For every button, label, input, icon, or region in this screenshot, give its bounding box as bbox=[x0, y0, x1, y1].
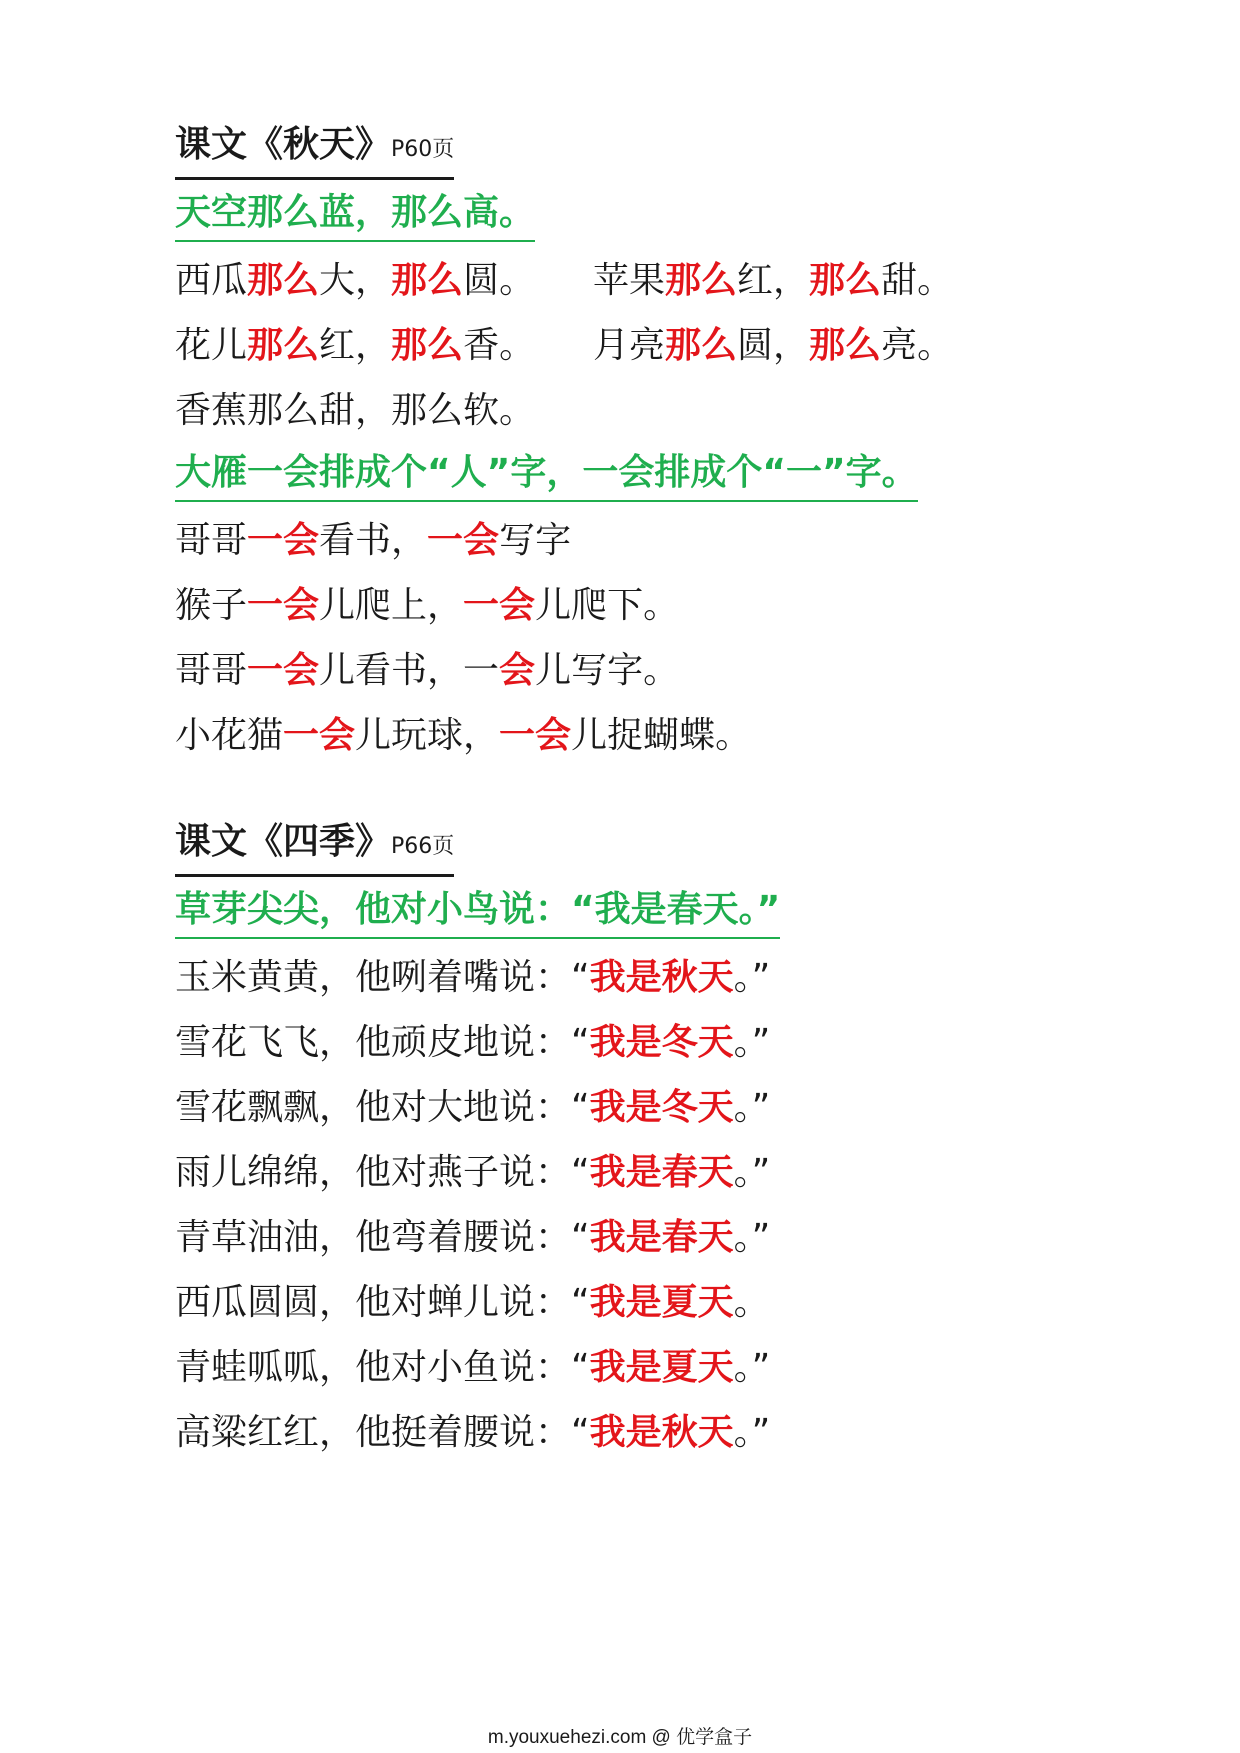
sentence-text: 香蕉那么甜，那么软。 bbox=[175, 390, 536, 431]
example-sentence bbox=[175, 1075, 780, 1140]
highlight-text: 一会 bbox=[427, 520, 500, 561]
sentence-text: 儿捉蝴蝶。 bbox=[571, 715, 752, 756]
highlight-text: 一会 bbox=[247, 585, 320, 626]
highlight-text: 那么 bbox=[665, 260, 738, 301]
sentence-text: 哥哥 bbox=[175, 650, 248, 691]
sentence-text: 儿爬下。 bbox=[535, 585, 680, 626]
sentence-text: 。” bbox=[733, 1412, 771, 1453]
highlight-text: 那么 bbox=[247, 325, 320, 366]
highlight-text: 一会 bbox=[247, 650, 320, 691]
example-sentence bbox=[175, 508, 918, 573]
sentence-text: 圆。 bbox=[463, 260, 536, 301]
example-sentence bbox=[175, 1010, 780, 1075]
example-sentence bbox=[175, 1335, 780, 1400]
sentence-text: 。” bbox=[733, 1217, 771, 1258]
sentence-text: 。” bbox=[733, 1152, 771, 1193]
sentence-text: 大， bbox=[319, 260, 392, 301]
example-sentence-row bbox=[175, 313, 954, 378]
highlight-text: 一会 bbox=[247, 520, 320, 561]
section-four-seasons bbox=[175, 815, 780, 1465]
sentence-text: 。” bbox=[733, 1022, 771, 1063]
sentence-text: 雪花飘飘，他对大地说：“ bbox=[175, 1087, 590, 1128]
pattern-sentence bbox=[175, 880, 780, 945]
sentence-text: 月亮 bbox=[593, 325, 666, 366]
sentence-text: 甜。 bbox=[881, 260, 954, 301]
footer-watermark: m.youxuehezi.com @ 优学盒子 bbox=[487, 1727, 753, 1748]
example-sentence bbox=[593, 313, 953, 378]
highlight-text: 那么 bbox=[391, 325, 464, 366]
sentence-text: 儿写字。 bbox=[535, 650, 680, 691]
pattern-sentence bbox=[175, 183, 918, 248]
page-reference: P66页 bbox=[391, 833, 455, 859]
sentence-text: 雨儿绵绵，他对燕子说：“ bbox=[175, 1152, 590, 1193]
section-title: 课文《四季》P66页 bbox=[175, 819, 454, 877]
sentence-text: 儿爬上， bbox=[319, 585, 464, 626]
highlight-text: 会 bbox=[499, 650, 536, 691]
example-sentence bbox=[175, 378, 535, 443]
sentence-text: 小花猫 bbox=[175, 715, 284, 756]
sentence-text: 苹果 bbox=[593, 260, 666, 301]
highlight-text: 那么 bbox=[809, 325, 882, 366]
sentence-text: 雪花飞飞，他顽皮地说：“ bbox=[175, 1022, 590, 1063]
section-title: 课文《秋天》P60页 bbox=[175, 122, 454, 180]
example-sentence-row bbox=[175, 248, 954, 313]
example-sentence bbox=[175, 1140, 780, 1205]
highlight-text: 一会 bbox=[283, 715, 356, 756]
pattern-text: 大雁一会排成个“人”字，一会排成个“一”字。 bbox=[175, 450, 918, 502]
example-sentence bbox=[175, 638, 918, 703]
highlight-text: 一会 bbox=[499, 715, 572, 756]
sentence-text: 写字 bbox=[499, 520, 572, 561]
highlight-text: 那么 bbox=[247, 260, 320, 301]
example-sentence-row bbox=[175, 378, 918, 443]
sentence-text: 猴子 bbox=[175, 585, 248, 626]
sentence-text: 儿看书，一 bbox=[319, 650, 500, 691]
example-sentence bbox=[175, 945, 780, 1010]
sentence-text: 红， bbox=[319, 325, 392, 366]
highlight-text: 我是春天 bbox=[589, 1217, 734, 1258]
highlight-text: 那么 bbox=[665, 325, 738, 366]
sentence-text: 。” bbox=[733, 957, 771, 998]
sentence-text: 西瓜圆圆，他对蝉儿说：“ bbox=[175, 1282, 590, 1323]
section-title-line bbox=[175, 815, 780, 880]
sentence-text: 花儿 bbox=[175, 325, 248, 366]
sentence-text: 圆， bbox=[737, 325, 810, 366]
highlight-text: 那么 bbox=[391, 260, 464, 301]
highlight-text: 我是冬天 bbox=[589, 1087, 734, 1128]
section-autumn bbox=[175, 118, 954, 768]
highlight-text: 我是秋天 bbox=[589, 1412, 734, 1453]
page-reference: P60页 bbox=[391, 136, 455, 162]
highlight-text: 我是夏天 bbox=[589, 1347, 734, 1388]
pattern-text: 天空那么蓝，那么高。 bbox=[175, 190, 535, 242]
sentence-text: 。” bbox=[733, 1087, 771, 1128]
sentence-text: 青蛙呱呱，他对小鱼说：“ bbox=[175, 1347, 590, 1388]
section-title-line bbox=[175, 118, 918, 183]
sentence-text: 看书， bbox=[319, 520, 428, 561]
sentence-text: 玉米黄黄，他咧着嘴说：“ bbox=[175, 957, 590, 998]
sentence-text: 儿玩球， bbox=[355, 715, 500, 756]
pattern-sentence bbox=[175, 443, 918, 508]
sentence-text: 香。 bbox=[463, 325, 536, 366]
example-sentence bbox=[175, 703, 918, 768]
example-sentence bbox=[175, 313, 535, 378]
sentence-text: 红， bbox=[737, 260, 810, 301]
sentence-text: 青草油油，他弯着腰说：“ bbox=[175, 1217, 590, 1258]
sentence-text: 亮。 bbox=[881, 325, 954, 366]
highlight-text: 我是冬天 bbox=[589, 1022, 734, 1063]
highlight-text: 那么 bbox=[809, 260, 882, 301]
example-sentence bbox=[175, 248, 535, 313]
example-sentence bbox=[175, 1205, 780, 1270]
highlight-text: 我是夏天 bbox=[589, 1282, 734, 1323]
example-sentence bbox=[175, 1400, 780, 1465]
highlight-text: 一会 bbox=[463, 585, 536, 626]
highlight-text: 我是秋天 bbox=[589, 957, 734, 998]
example-sentence bbox=[175, 573, 918, 638]
sentence-text: 高粱红红，他挺着腰说：“ bbox=[175, 1412, 590, 1453]
pattern-text: 草芽尖尖，他对小鸟说：“我是春天。” bbox=[175, 887, 780, 939]
sentence-text: 哥哥 bbox=[175, 520, 248, 561]
sentence-text: 。” bbox=[733, 1347, 771, 1388]
sentence-text: 西瓜 bbox=[175, 260, 248, 301]
sentence-text: 。 bbox=[733, 1282, 770, 1323]
example-sentence bbox=[175, 1270, 780, 1335]
example-sentence bbox=[593, 248, 953, 313]
highlight-text: 我是春天 bbox=[589, 1152, 734, 1193]
